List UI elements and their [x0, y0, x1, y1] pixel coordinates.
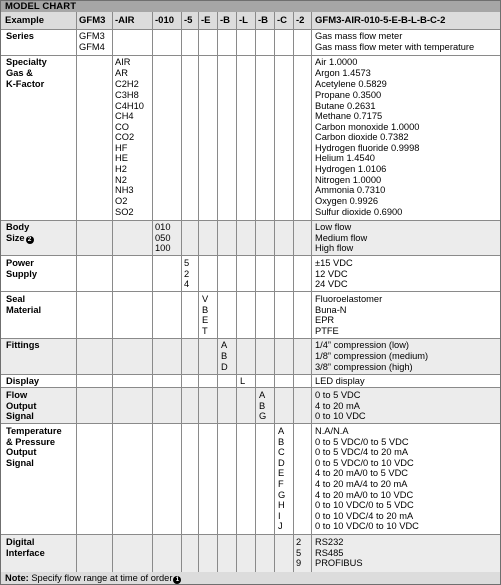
- body-desc: High flow: [315, 243, 354, 253]
- power-desc: 12 VDC: [315, 269, 348, 279]
- digital-desc: RS232: [315, 537, 344, 547]
- gas-desc: Argon 1.4573: [315, 68, 371, 78]
- column-divider: [293, 12, 294, 572]
- gas-desc: Methane 0.7175: [315, 111, 383, 121]
- series-code: GFM4: [79, 42, 105, 52]
- gas-code: O2: [115, 196, 128, 206]
- temp-label: & Pressure: [6, 437, 56, 447]
- flow-code: A: [259, 390, 266, 400]
- gas-desc: Propane 0.3500: [315, 90, 382, 100]
- gas-code: CH4: [115, 111, 134, 121]
- gas-code: C3H8: [115, 90, 139, 100]
- fittings-desc: 1/8” compression (medium): [315, 351, 429, 361]
- power-label: Supply: [6, 269, 37, 279]
- temp-code: G: [278, 490, 286, 500]
- seal-code: B: [202, 305, 209, 315]
- gas-desc: Hydrogen 1.0106: [315, 164, 387, 174]
- temp-code: H: [278, 500, 285, 510]
- seal-desc: PTFE: [315, 326, 339, 336]
- column-divider: [311, 12, 312, 572]
- header-flow-code: -B: [258, 15, 269, 26]
- gas-code: HE: [115, 153, 128, 163]
- fittings-desc: 1/4” compression (low): [315, 340, 410, 350]
- gas-code: C2H2: [115, 79, 139, 89]
- temp-code: F: [278, 479, 284, 489]
- power-code: 4: [184, 279, 190, 289]
- gas-code: AR: [115, 68, 128, 78]
- column-divider: [217, 12, 218, 572]
- body-code: 100: [155, 243, 171, 253]
- table-title: MODEL CHART: [1, 1, 500, 12]
- display-code: L: [240, 376, 246, 386]
- temp-code: B: [278, 437, 285, 447]
- gas-desc: Sulfur dioxide 0.6900: [315, 207, 403, 217]
- gas-desc: Nitrogen 1.0000: [315, 175, 382, 185]
- flow-label: Signal: [6, 411, 34, 421]
- body-label-text: Size: [6, 233, 25, 243]
- temp-desc: 0 to 5 VDC/4 to 20 mA: [315, 447, 409, 457]
- note-marker-icon: 1: [173, 576, 181, 584]
- header-example: Example: [5, 15, 45, 26]
- column-divider: [152, 12, 153, 572]
- temp-label: Output: [6, 447, 37, 457]
- digital-label: Digital: [6, 537, 35, 547]
- power-code: 5: [184, 258, 190, 268]
- digital-desc: PROFIBUS: [315, 558, 363, 568]
- series-code: GFM3: [79, 31, 105, 41]
- fittings-code: B: [221, 351, 228, 361]
- header-series-code: GFM3: [79, 15, 106, 26]
- temp-code: A: [278, 426, 285, 436]
- header-digital-code: -2: [296, 15, 305, 26]
- gas-desc: Hydrogen fluoride 0.9998: [315, 143, 420, 153]
- gas-code: NH3: [115, 185, 134, 195]
- temp-desc: 4 to 20 mA/4 to 20 mA: [315, 479, 408, 489]
- gas-desc: Ammonia 0.7310: [315, 185, 386, 195]
- power-label: Power: [6, 258, 34, 268]
- power-code: 2: [184, 269, 190, 279]
- flow-label: Flow: [6, 390, 28, 400]
- temp-desc: 0 to 10 VDC/4 to 20 mA: [315, 511, 414, 521]
- temp-code: C: [278, 447, 285, 457]
- flow-desc: 0 to 5 VDC: [315, 390, 361, 400]
- power-desc: ±15 VDC: [315, 258, 353, 268]
- gas-code: CO2: [115, 132, 135, 142]
- temp-label: Signal: [6, 458, 34, 468]
- fittings-desc: 3/8” compression (high): [315, 362, 413, 372]
- temp-label: Temperature: [6, 426, 62, 436]
- column-divider: [198, 12, 199, 572]
- temp-code: J: [278, 521, 283, 531]
- seal-code: V: [202, 294, 209, 304]
- header-body-code: -010: [155, 15, 175, 26]
- header-power-code: -5: [184, 15, 193, 26]
- body-desc: Low flow: [315, 222, 352, 232]
- body-label: Body: [6, 222, 30, 232]
- gas-code: HF: [115, 143, 128, 153]
- gas-desc: Oxygen 0.9926: [315, 196, 379, 206]
- temp-code: E: [278, 468, 285, 478]
- gas-code: N2: [115, 175, 127, 185]
- seal-desc: EPR: [315, 315, 335, 325]
- header-seal-code: -E: [201, 15, 211, 26]
- temp-code: I: [278, 511, 281, 521]
- digital-label: Interface: [6, 548, 45, 558]
- gas-code: AIR: [115, 57, 131, 67]
- flow-desc: 4 to 20 mA: [315, 401, 360, 411]
- temp-desc: 4 to 20 mA/0 to 5 VDC: [315, 468, 409, 478]
- column-divider: [112, 12, 113, 572]
- series-label: Series: [6, 31, 34, 41]
- digital-code: 5: [296, 548, 302, 558]
- header-gas-code: -AIR: [115, 15, 135, 26]
- seal-desc: Fluoroelastomer: [315, 294, 383, 304]
- digital-code: 2: [296, 537, 302, 547]
- seal-code: T: [202, 326, 208, 336]
- gas-code: SO2: [115, 207, 134, 217]
- gas-label: K-Factor: [6, 79, 45, 89]
- gas-code: CO: [115, 122, 129, 132]
- column-divider: [236, 12, 237, 572]
- display-label: Display: [6, 376, 40, 386]
- fittings-code: A: [221, 340, 228, 350]
- series-desc: Gas mass flow meter with temperature: [315, 42, 475, 52]
- header-display-code: -L: [239, 15, 248, 26]
- digital-code: 9: [296, 558, 302, 568]
- gas-code: C4H10: [115, 101, 144, 111]
- column-divider: [181, 12, 182, 572]
- body-label: [6, 233, 34, 244]
- power-desc: 24 VDC: [315, 279, 348, 289]
- temp-desc: 4 to 20 mA/0 to 10 VDC: [315, 490, 414, 500]
- fittings-code: D: [221, 362, 228, 372]
- gas-desc: Butane 0.2631: [315, 101, 376, 111]
- gas-desc: Carbon monoxide 1.0000: [315, 122, 420, 132]
- gas-label: Specialty: [6, 57, 47, 67]
- seal-label: Seal: [6, 294, 26, 304]
- body-code: 050: [155, 233, 171, 243]
- seal-code: E: [202, 315, 209, 325]
- body-code: 010: [155, 222, 171, 232]
- temp-desc: 0 to 5 VDC/0 to 5 VDC: [315, 437, 409, 447]
- gas-code: H2: [115, 164, 127, 174]
- gas-desc: Air 1.0000: [315, 57, 358, 67]
- seal-desc: Buna-N: [315, 305, 347, 315]
- column-divider: [76, 12, 77, 572]
- temp-desc: 0 to 10 VDC/0 to 10 VDC: [315, 521, 419, 531]
- temp-desc: 0 to 5 VDC/0 to 10 VDC: [315, 458, 414, 468]
- digital-desc: RS485: [315, 548, 344, 558]
- header-fittings-code: -B: [220, 15, 231, 26]
- temp-desc: 0 to 10 VDC/0 to 5 VDC: [315, 500, 414, 510]
- temp-desc: N.A/N.A: [315, 426, 349, 436]
- note-marker-icon: 2: [26, 236, 34, 244]
- temp-code: D: [278, 458, 285, 468]
- column-divider: [274, 12, 275, 572]
- gas-label: Gas &: [6, 68, 33, 78]
- column-divider: [255, 12, 256, 572]
- flow-code: G: [259, 411, 267, 421]
- gas-desc: Acetylene 0.5829: [315, 79, 387, 89]
- gas-desc: Helium 1.4540: [315, 153, 375, 163]
- fittings-label: Fittings: [6, 340, 40, 350]
- body-desc: Medium flow: [315, 233, 368, 243]
- flow-code: B: [259, 401, 266, 411]
- seal-label: Material: [6, 305, 42, 315]
- flow-label: Output: [6, 401, 37, 411]
- header-model-number: GFM3-AIR-010-5-E-B-L-B-C-2: [315, 15, 446, 26]
- footnote: [1, 572, 500, 584]
- flow-desc: 0 to 10 VDC: [315, 411, 366, 421]
- footnote-text: Specify flow range at time of order: [28, 573, 173, 583]
- series-desc: Gas mass flow meter: [315, 31, 403, 41]
- footnote-prefix: Note:: [5, 573, 29, 583]
- gas-desc: Carbon dioxide 0.7382: [315, 132, 409, 142]
- display-desc: LED display: [315, 376, 365, 386]
- header-temp-code: -C: [277, 15, 288, 26]
